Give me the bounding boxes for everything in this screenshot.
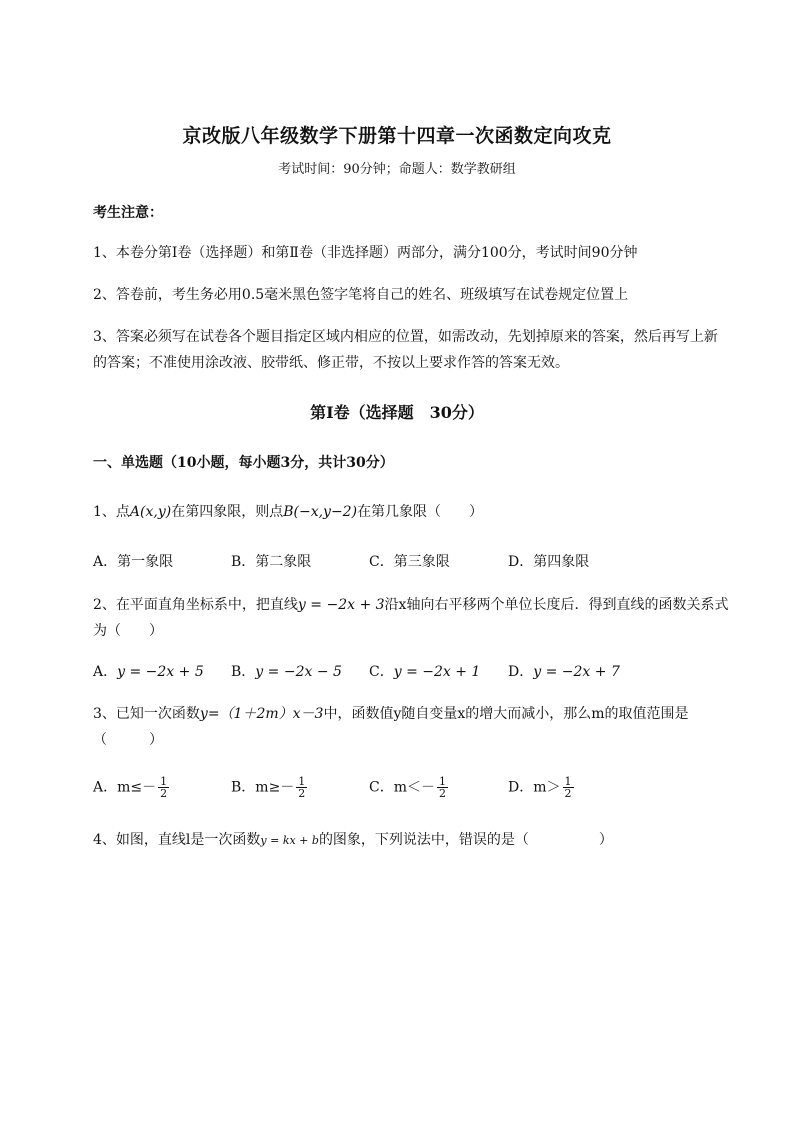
fraction-numerator: 1 bbox=[439, 775, 446, 788]
q3-suffix: 中，函数值y随自变量x的增大而减小，那么m的取值范围是 bbox=[323, 706, 689, 722]
notice-item-1: 1、本卷分第I卷（选择题）和第Ⅱ卷（非选择题）两部分，满分100分，考试时间90分钟 bbox=[93, 245, 638, 261]
notice-item-3-line-2: 的答案；不准使用涂改液、胶带纸、修正带，不按以上要求作答的答案无效。 bbox=[93, 355, 569, 371]
question-3 bbox=[93, 703, 689, 723]
q1-suffix: 在第几象限（ ） bbox=[357, 504, 484, 520]
q1-point-a: A(x,y) bbox=[129, 504, 172, 520]
q2-option-a[interactable] bbox=[93, 661, 204, 681]
q3-option-c-label: C．m＜－ bbox=[369, 779, 435, 796]
q2-option-d-label: D． bbox=[508, 664, 534, 680]
q2-option-d-expr: y = −2x + 7 bbox=[533, 664, 620, 680]
q2-expression: y = −2x + 3 bbox=[297, 597, 385, 613]
q3-option-b[interactable] bbox=[231, 776, 307, 799]
fraction-numerator: 1 bbox=[160, 775, 168, 788]
q2-option-a-expr: y = −2x + 5 bbox=[117, 664, 204, 680]
q2-option-c-label: C． bbox=[369, 664, 394, 680]
q1-option-c[interactable]: C．第三象限 bbox=[369, 554, 450, 570]
q3-option-a-label: A．m≤－ bbox=[93, 779, 157, 796]
q1-point-b: B(−x,y−2) bbox=[283, 504, 358, 520]
exam-info: 考试时间：90分钟；命题人：数学教研组 bbox=[278, 162, 516, 177]
notice-item-3-line-1: 3、答案必须写在试卷各个题目指定区域内相应的位置，如需改动，先划掉原来的答案，然后再写上新 bbox=[93, 329, 718, 345]
notice-heading: 考生注意： bbox=[93, 205, 163, 221]
q3-option-a-fraction bbox=[158, 776, 169, 799]
question-1 bbox=[93, 501, 483, 521]
q1-mid: 在第四象限，则点 bbox=[171, 504, 284, 520]
q3-expression: y=（1＋2m）x－3 bbox=[199, 706, 324, 722]
q2-option-b[interactable] bbox=[231, 661, 342, 681]
q3-option-d[interactable] bbox=[508, 776, 574, 799]
q3-option-c-fraction bbox=[437, 776, 448, 799]
q1-option-d[interactable]: D．第四象限 bbox=[508, 554, 590, 570]
q2-option-a-label: A． bbox=[93, 664, 118, 680]
fraction-numerator: 1 bbox=[298, 775, 306, 788]
q4-expression: y = kx + b bbox=[260, 834, 319, 847]
q2-prefix: 2、在平面直角坐标系中，把直线 bbox=[93, 597, 298, 613]
q1-option-b[interactable]: B．第二象限 bbox=[231, 554, 312, 570]
question-4 bbox=[93, 829, 613, 849]
q3-option-d-label: D．m＞ bbox=[508, 779, 561, 796]
q2-option-c-expr: y = −2x + 1 bbox=[393, 664, 481, 680]
q3-option-b-label: B．m≥－ bbox=[231, 779, 295, 796]
fraction-denominator: 2 bbox=[160, 787, 168, 800]
question-2 bbox=[93, 594, 728, 614]
q3-line-2: （ ） bbox=[93, 732, 163, 748]
q2-suffix: 沿x轴向右平移两个单位长度后．得到直线的函数关系式 bbox=[384, 597, 729, 613]
fraction-numerator: 1 bbox=[564, 775, 572, 788]
q4-suffix: 的图象，下列说法中，错误的是（ ） bbox=[318, 832, 613, 848]
section-title: 第I卷（选择题 30分） bbox=[310, 403, 484, 422]
q3-option-d-fraction bbox=[563, 776, 574, 799]
q3-option-c[interactable] bbox=[369, 776, 448, 799]
q4-prefix: 4、如图，直线l是一次函数 bbox=[93, 832, 261, 848]
part-heading: 一、单选题（10小题，每小题3分，共计30分） bbox=[93, 455, 394, 471]
notice-item-2: 2、答卷前，考生务必用0.5毫米黑色签字笔将自己的姓名、班级填写在试卷规定位置上 bbox=[93, 287, 629, 303]
q2-option-b-expr: y = −2x − 5 bbox=[255, 664, 342, 680]
q2-line-2: 为（ ） bbox=[93, 623, 163, 639]
q1-option-a[interactable]: A．第一象限 bbox=[93, 554, 174, 570]
fraction-denominator: 2 bbox=[298, 787, 306, 800]
q3-prefix: 3、已知一次函数 bbox=[93, 706, 200, 722]
q3-option-a[interactable] bbox=[93, 776, 169, 799]
page-title: 京改版八年级数学下册第十四章一次函数定向攻克 bbox=[182, 125, 612, 147]
q3-option-b-fraction bbox=[296, 776, 307, 799]
q1-prefix: 1、点 bbox=[93, 504, 130, 520]
q2-option-b-label: B． bbox=[231, 664, 256, 680]
q2-option-c[interactable] bbox=[369, 661, 480, 681]
fraction-denominator: 2 bbox=[439, 787, 446, 800]
q2-option-d[interactable] bbox=[508, 661, 620, 681]
fraction-denominator: 2 bbox=[564, 787, 572, 800]
